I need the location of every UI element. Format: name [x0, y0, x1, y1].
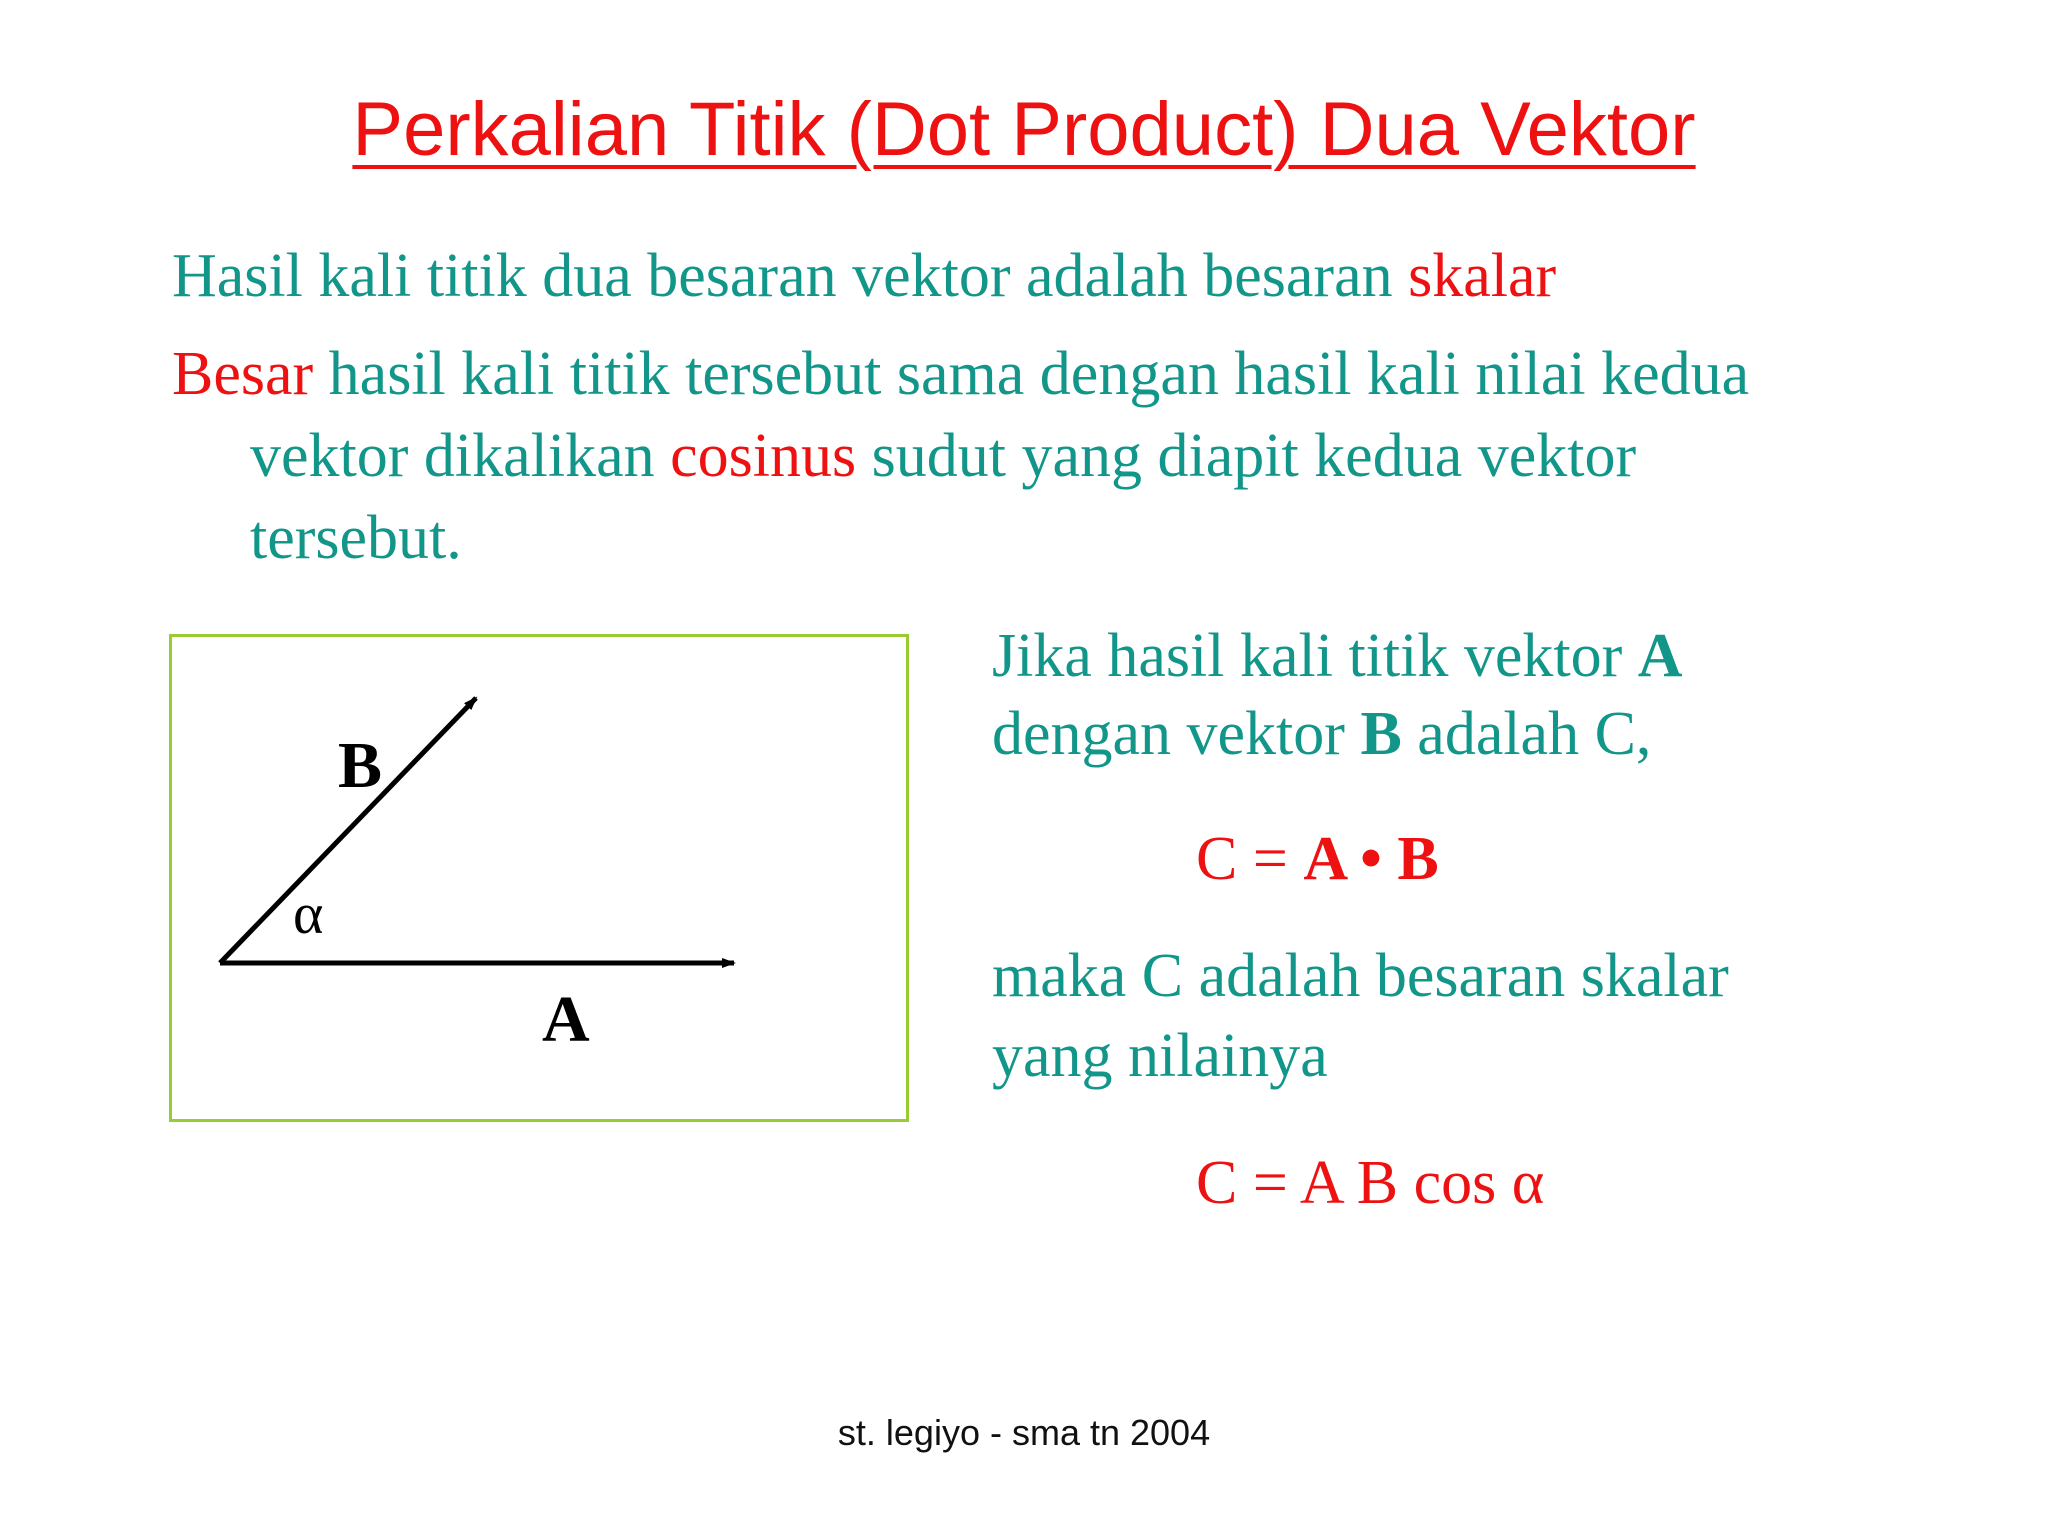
slide-title: Perkalian Titik (Dot Product) Dua Vektor	[352, 87, 1696, 172]
vector-diagram-svg	[172, 637, 912, 1125]
paragraph2-indent-line1	[172, 415, 1962, 497]
paragraph1-text: Hasil kali titik dua besaran vektor adalah besaran	[172, 242, 1409, 310]
paragraph2-text2: vektor dikalikan	[250, 422, 671, 490]
right-line-3: maka C adalah besaran skalar	[992, 942, 1729, 1010]
paragraph2-text3: sudut yang diapit kedua vektor	[856, 422, 1637, 490]
vector-a-label: A	[542, 983, 590, 1056]
right-line2-rest: adalah C,	[1401, 700, 1652, 768]
formula1-prefix: C =	[1196, 825, 1304, 893]
paragraph1-highlight: skalar	[1408, 242, 1557, 310]
paragraph2-text1: hasil kali titik tersebut sama dengan hasil kali nilai kedua	[313, 340, 1750, 408]
angle-alpha-label: α	[293, 881, 324, 946]
right-line-1	[992, 615, 1683, 697]
right-line1-bold: A	[1637, 622, 1683, 690]
right-line-2	[992, 693, 1651, 775]
paragraph2-indent-line2: tersebut.	[250, 504, 462, 572]
formula1-bold: A • B	[1303, 825, 1439, 893]
vector-diagram	[169, 634, 909, 1122]
footer-credit: st. legiyo - sma tn 2004	[837, 1412, 1211, 1453]
formula-dot-product	[1196, 818, 1439, 900]
paragraph-magnitude-definition	[172, 333, 1962, 579]
right-line1-text: Jika hasil kali titik vektor	[992, 622, 1638, 690]
vector-b-label: B	[338, 729, 383, 802]
right-line2-text: dengan vektor	[992, 700, 1361, 768]
paragraph2-highlight-cosinus: cosinus	[670, 422, 857, 490]
right-line2-bold: B	[1360, 700, 1402, 768]
formula-cosine: C = A B cos α	[1196, 1149, 1545, 1217]
right-line-4: yang nilainya	[992, 1022, 1328, 1090]
paragraph-scalar-definition	[172, 235, 1556, 317]
paragraph2-highlight-besar: Besar	[172, 340, 314, 408]
